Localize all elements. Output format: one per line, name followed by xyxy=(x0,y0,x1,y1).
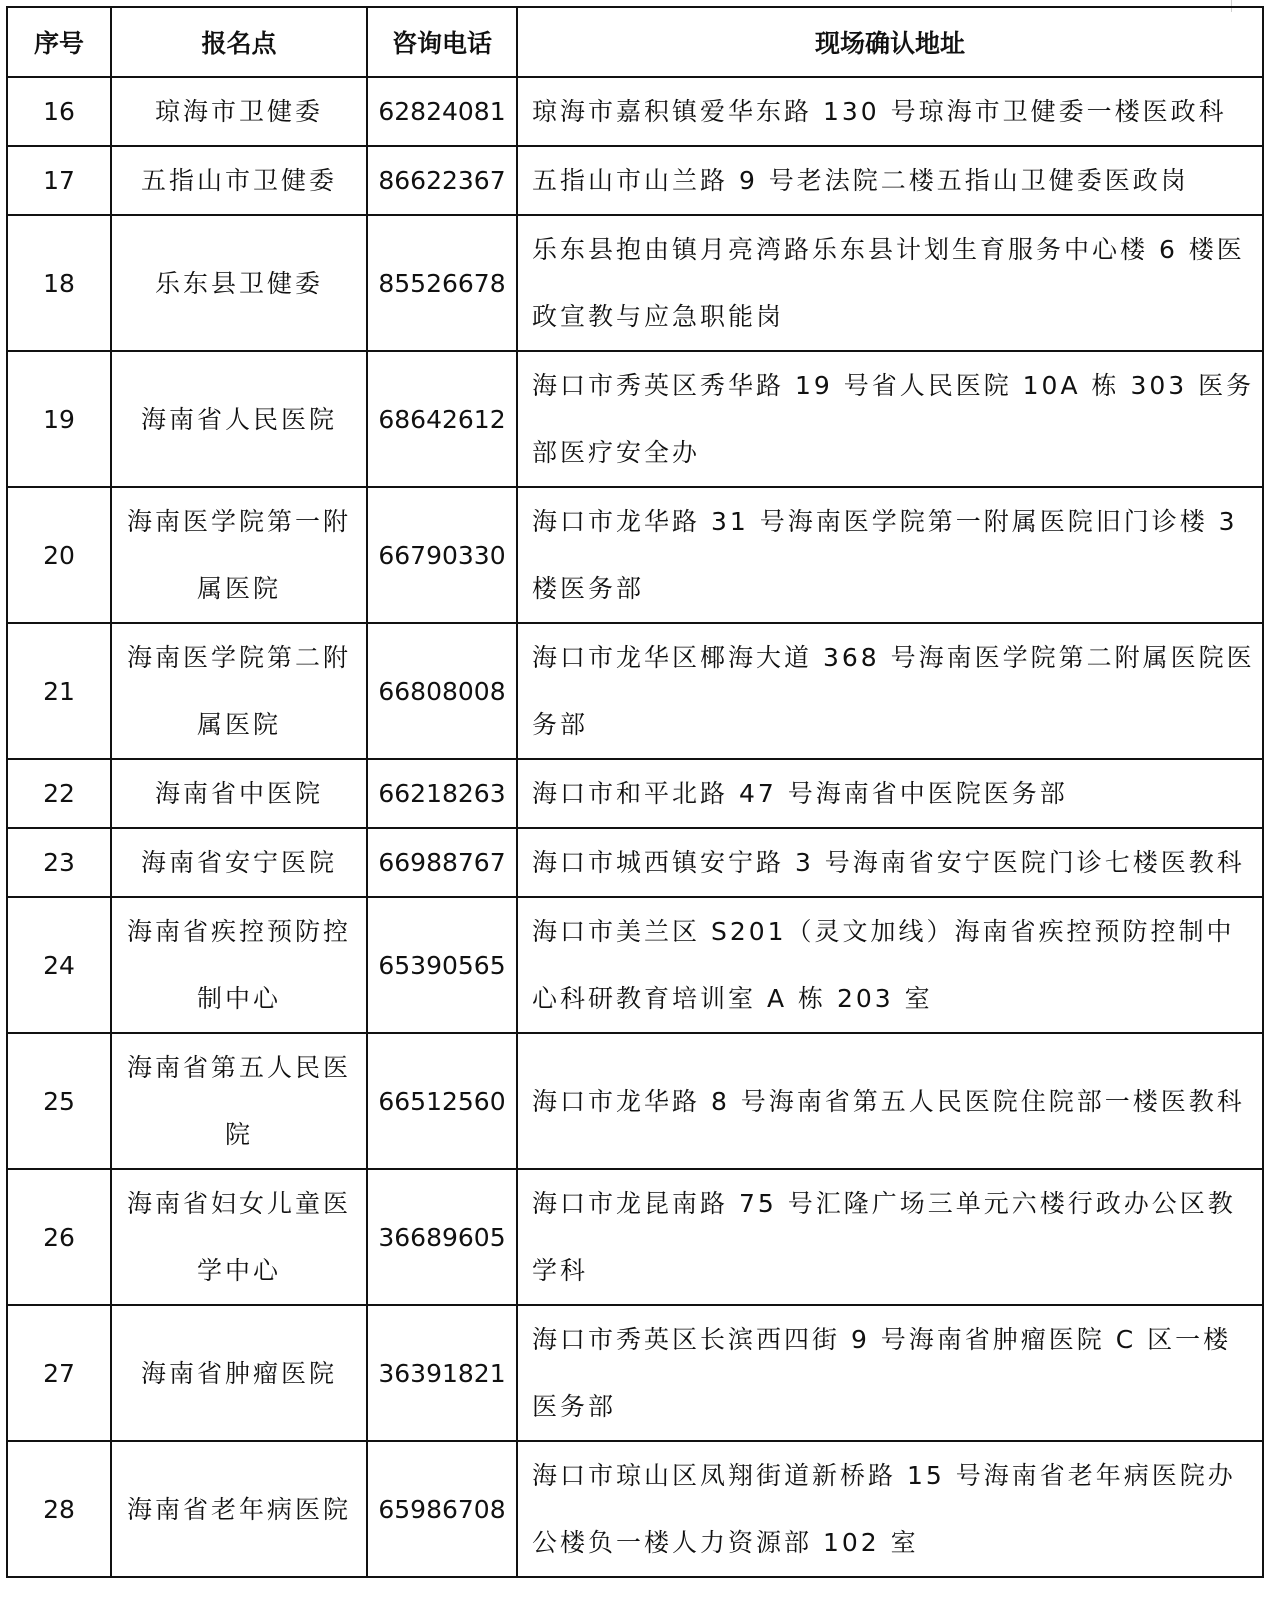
row-address: 海口市龙华路 8 号海南省第五人民医院住院部一楼医教科 xyxy=(532,1086,1245,1116)
row-no: 24 xyxy=(43,950,75,980)
row-phone: 85526678 xyxy=(378,268,506,298)
row-phone: 66988767 xyxy=(378,848,506,877)
row-no: 28 xyxy=(43,1494,75,1524)
row-phone: 65986708 xyxy=(378,1494,506,1524)
row-address: 海口市龙昆南路 75 号汇隆广场三单元六楼行政办公区教学科 xyxy=(532,1189,1236,1285)
row-site: 海南省妇女儿童医学中心 xyxy=(126,1189,351,1285)
row-phone: 36391821 xyxy=(378,1358,506,1388)
row-address: 海口市美兰区 S201（灵文加线）海南省疾控预防控制中心科研教育培训室 A 栋 203 室 xyxy=(532,917,1235,1013)
row-no: 22 xyxy=(43,779,75,808)
row-site: 海南省疾控预防控制中心 xyxy=(126,917,351,1013)
row-no: 18 xyxy=(43,268,75,298)
table-row xyxy=(7,1033,1263,1169)
row-site: 海南省人民医院 xyxy=(140,404,337,434)
row-no: 21 xyxy=(43,676,75,706)
row-address: 海口市琼山区凤翔街道新桥路 15 号海南省老年病医院办公楼负一楼人力资源部 102 室 xyxy=(532,1461,1236,1557)
row-phone: 66790330 xyxy=(378,540,506,570)
row-site: 海南医学院第一附属医院 xyxy=(126,507,351,603)
row-site: 乐东县卫健委 xyxy=(154,268,323,298)
header-address: 现场确认地址 xyxy=(517,7,1263,77)
table-row xyxy=(7,828,1263,897)
table-header-row xyxy=(7,7,1263,77)
row-site: 五指山市卫健委 xyxy=(140,166,337,195)
row-site: 海南省第五人民医院 xyxy=(126,1053,351,1149)
row-site: 海南省肿瘤医院 xyxy=(140,1358,337,1388)
row-phone: 66808008 xyxy=(378,676,506,706)
row-address: 琼海市嘉积镇爱华东路 130 号琼海市卫健委一楼医政科 xyxy=(532,97,1227,126)
table-row xyxy=(7,1305,1263,1441)
row-no: 17 xyxy=(43,166,75,195)
table-row xyxy=(7,897,1263,1033)
row-no: 20 xyxy=(43,540,75,570)
table-row xyxy=(7,759,1263,828)
table-row xyxy=(7,351,1263,487)
row-address: 海口市城西镇安宁路 3 号海南省安宁医院门诊七楼医教科 xyxy=(532,848,1245,877)
row-address: 海口市秀英区秀华路 19 号省人民医院 10A 栋 303 医务部医疗安全办 xyxy=(532,371,1255,467)
row-phone: 62824081 xyxy=(378,97,506,126)
row-site: 海南省中医院 xyxy=(154,779,323,808)
row-phone: 66512560 xyxy=(378,1086,506,1116)
row-phone: 68642612 xyxy=(378,404,506,434)
table-row xyxy=(7,487,1263,623)
row-address: 海口市和平北路 47 号海南省中医院医务部 xyxy=(532,779,1068,808)
registration-sites-table xyxy=(6,6,1264,1578)
table-row xyxy=(7,1441,1263,1577)
row-phone: 66218263 xyxy=(378,779,506,808)
row-phone: 65390565 xyxy=(378,950,506,980)
row-no: 19 xyxy=(43,404,75,434)
header-site: 报名点 xyxy=(111,7,367,77)
row-site: 海南省安宁医院 xyxy=(140,848,337,877)
row-address: 海口市龙华区椰海大道 368 号海南医学院第二附属医院医务部 xyxy=(532,643,1255,739)
row-phone: 86622367 xyxy=(378,166,506,195)
table-row xyxy=(7,146,1263,215)
row-phone: 36689605 xyxy=(378,1222,506,1252)
row-site: 海南省老年病医院 xyxy=(126,1494,351,1524)
table-row xyxy=(7,77,1263,146)
table-row xyxy=(7,623,1263,759)
row-no: 25 xyxy=(43,1086,75,1116)
table-row xyxy=(7,1169,1263,1305)
row-no: 27 xyxy=(43,1358,75,1388)
row-no: 23 xyxy=(43,848,75,877)
table-row xyxy=(7,215,1263,351)
row-address: 海口市龙华路 31 号海南医学院第一附属医院旧门诊楼 3 楼医务部 xyxy=(532,507,1238,603)
row-site: 海南医学院第二附属医院 xyxy=(126,643,351,739)
row-site: 琼海市卫健委 xyxy=(154,97,323,126)
row-no: 26 xyxy=(43,1222,75,1252)
row-no: 16 xyxy=(43,97,75,126)
row-address: 乐东县抱由镇月亮湾路乐东县计划生育服务中心楼 6 楼医政宣教与应急职能岗 xyxy=(532,235,1245,331)
header-phone: 咨询电话 xyxy=(367,7,517,77)
row-address: 五指山市山兰路 9 号老法院二楼五指山卫健委医政岗 xyxy=(532,166,1189,195)
header-no: 序号 xyxy=(7,7,111,77)
row-address: 海口市秀英区长滨西四街 9 号海南省肿瘤医院 C 区一楼医务部 xyxy=(532,1325,1232,1421)
